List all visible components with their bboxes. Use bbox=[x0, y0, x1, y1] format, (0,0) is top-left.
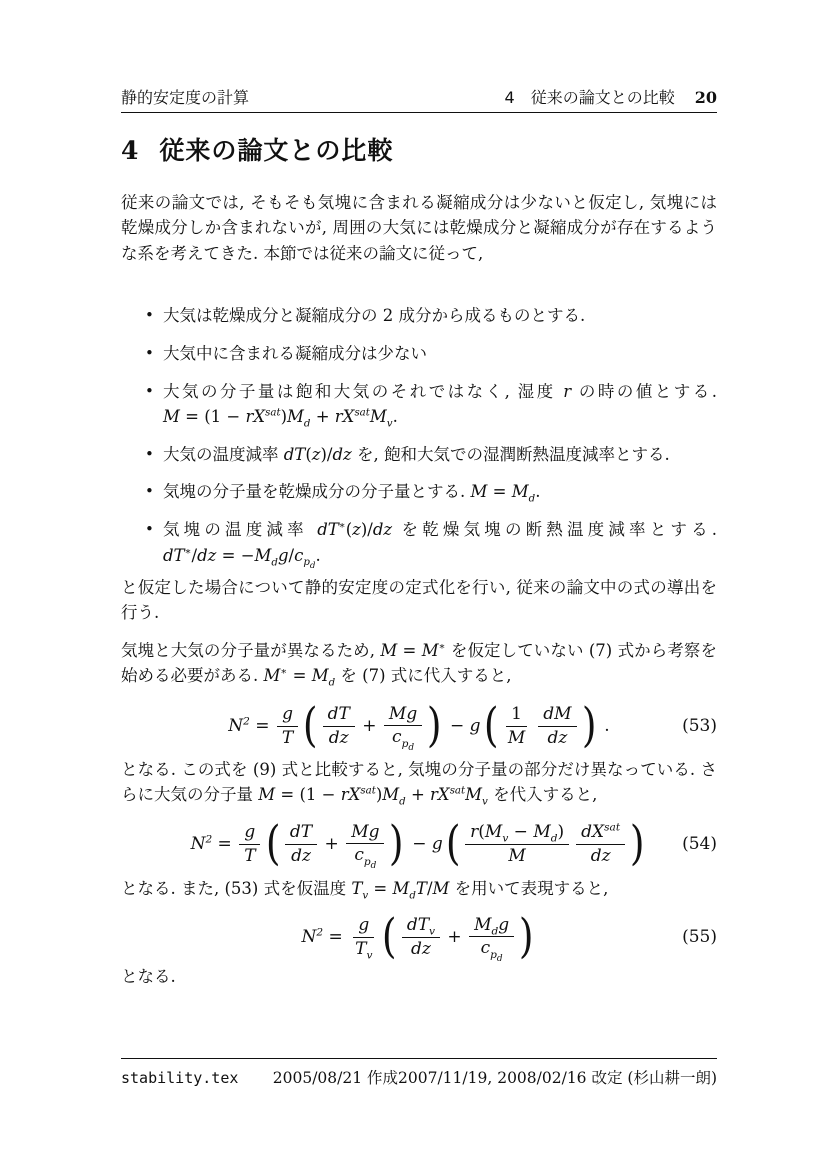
list-item: • 大気中に含まれる凝縮成分は少ない bbox=[145, 341, 717, 366]
equation-body: $N^2$ = $\frac{g}{T}$ ( $\frac{dT}{dz}$ + $\frac{Mg}{c_{p_d}}$ ) − g ( $\frac{r(M_v - M_d)}{M}$ $\frac{dX^{sat}}{dz}$ ) bbox=[190, 816, 645, 872]
list-item: • 大気の温度減率 dT(z)/dz を, 飽和大気での湿潤断熱温度減率とする. bbox=[145, 442, 717, 467]
paragraph-virtual-temp: となる. また, (53) 式を仮温度 $T_v = M_dT/M$ を用いて表現すると, bbox=[121, 879, 609, 902]
paragraph-compare: となる. この式を (9) 式と比較すると, 気塊の分子量の部分だけ異なっている. さらに大気の分子量 $M = (1 - rX^{sat})M_d + rX^{sat}M_v$ を代入すると, bbox=[121, 760, 717, 808]
page-footer bbox=[121, 1058, 717, 1088]
header-document-title: 静的安定度の計算 bbox=[121, 88, 250, 107]
header-rule bbox=[121, 112, 717, 113]
list-item: • 気塊の温度減率 dT∗(z)/dz を乾燥気塊の断熱温度減率とする. $dT^∗/dz = -M_dg/c_{p_d}$. bbox=[145, 517, 717, 568]
paragraph-closing: となる. bbox=[121, 967, 176, 986]
section-title: 従来の論文との比較 bbox=[159, 136, 394, 165]
equation-54 bbox=[121, 813, 717, 875]
equation-body: $N^2$ = $\frac{g}{T}$ ( $\frac{dT}{dz}$ + $\frac{Mg}{c_{p_d}}$ ) − g ( $\frac{1}{M}$ $\frac{dM}{dz}$ ) . bbox=[228, 698, 610, 754]
list-item: • 大気は乾燥成分と凝縮成分の 2 成分から成るものとする. bbox=[145, 303, 717, 328]
equation-number: (53) bbox=[682, 716, 717, 736]
list-item: • 大気の分子量は飽和大気のそれではなく, 湿度 r の時の値とする. $M = (1 - rX^{sat})M_d + rX^{sat}M_v$. bbox=[145, 379, 717, 430]
footer-revision: 2005/08/21 作成2007/11/19, 2008/02/16 改定 (杉山耕一朗) bbox=[272, 1069, 717, 1087]
running-header bbox=[121, 85, 717, 108]
header-section-ref: 4 従来の論文との比較 bbox=[504, 88, 675, 107]
section-heading bbox=[121, 136, 717, 166]
page-number: 20 bbox=[694, 88, 717, 107]
equation-55 bbox=[121, 905, 717, 969]
list-item: • 気塊の分子量を乾燥成分の分子量とする. $M = M_d$. bbox=[145, 479, 717, 504]
paragraph-intro: 従来の論文では, そもそも気塊に含まれる凝縮成分は少ないと仮定し, 気塊には乾燥成分しか含まれないが, 周囲の大気には乾燥成分と凝縮成分が存在するような系を考えてきた. 本節では従来の論文に従って, bbox=[121, 193, 717, 263]
paragraph-after-list: と仮定した場合について静的安定度の定式化を行い, 従来の論文中の式の導出を行う. bbox=[121, 578, 717, 623]
equation-body: $N^2$ = $\frac{g}{T_v}$ ( $\frac{dT_v}{dz}$ + $\frac{M_dg}{c_{p_d}}$ ) bbox=[301, 909, 534, 965]
paragraph-derivation: 気塊と大気の分子量が異なるため, M = M∗ を仮定していない (7) 式から考察を始める必要がある. $M^∗ = M_d$ を (7) 式に代入すると, bbox=[121, 641, 717, 689]
equation-number: (55) bbox=[682, 927, 717, 947]
section-number: 4 bbox=[121, 136, 139, 165]
equation-53 bbox=[121, 697, 717, 755]
footer-filename: stability.tex bbox=[121, 1069, 239, 1087]
assumption-list bbox=[121, 303, 717, 571]
equation-number: (54) bbox=[682, 834, 717, 854]
